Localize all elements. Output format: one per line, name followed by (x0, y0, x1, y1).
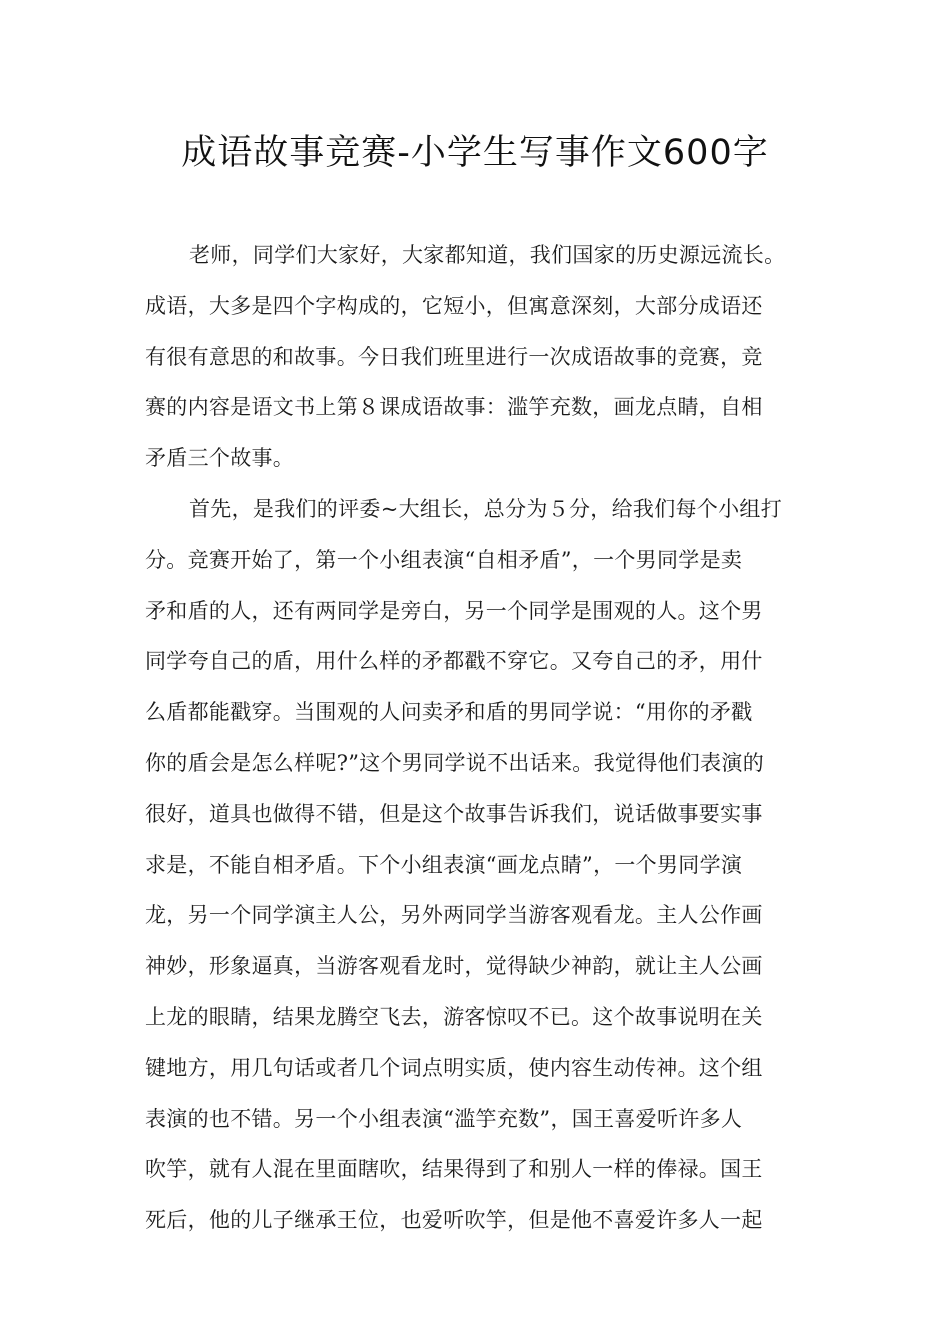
paragraph-2-line-7: 很好，道具也做得不错，但是这个故事告诉我们，说话做事要实事 (145, 801, 763, 826)
paragraph-1-line-5: 矛盾三个故事。 (145, 446, 295, 471)
paragraph-2-line-3: 矛和盾的人，还有两同学是旁白，另一个同学是围观的人。这个男 (145, 598, 763, 623)
paragraph-1-line-2: 成语，大多是四个字构成的，它短小，但寓意深刻，大部分成语还 (145, 293, 763, 318)
paragraph-2-line-4: 同学夸自己的盾，用什么样的矛都戳不穿它。又夸自己的矛，用什 (145, 649, 763, 674)
paragraph-2-line-8: 求是，不能自相矛盾。下个小组表演“画龙点睛”，一个男同学演 (145, 852, 743, 877)
document-title: 成语故事竞赛-小学生写事作文600字 (181, 133, 769, 173)
paragraph-2-line-6: 你的盾会是怎么样呢?”这个男同学说不出话来。我觉得他们表演的 (145, 750, 764, 775)
paragraph-2-line-2: 分。竞赛开始了，第一个小组表演“自相矛盾”，一个男同学是卖 (145, 547, 743, 572)
paragraph-2-line-10: 神妙，形象逼真，当游客观看龙时，觉得缺少神韵，就让主人公画 (145, 954, 763, 979)
paragraph-2-line-15: 死后，他的儿子继承王位，也爱听吹竽，但是他不喜爱许多人一起 (145, 1208, 763, 1233)
paragraph-2-line-5: 么盾都能戳穿。当围观的人问卖矛和盾的男同学说：“用你的矛戳 (145, 700, 753, 725)
paragraph-2-line-12: 键地方，用几句话或者几个词点明实质，使内容生动传神。这个组 (145, 1055, 763, 1080)
document-body (145, 230, 825, 1246)
paragraph-2-line-1: 首先，是我们的评委~大组长，总分为５分，给我们每个小组打 (189, 496, 782, 521)
paragraph-2-line-9: 龙，另一个同学演主人公，另外两同学当游客观看龙。主人公作画 (145, 903, 763, 928)
paragraph-2-line-11: 上龙的眼睛，结果龙腾空飞去，游客惊叹不已。这个故事说明在关 (145, 1004, 763, 1029)
paragraph-1-line-4: 赛的内容是语文书上第８课成语故事：滥竽充数，画龙点睛，自相 (145, 395, 763, 420)
paragraph-1-line-3: 有很有意思的和故事。今日我们班里进行一次成语故事的竞赛，竞 (145, 344, 763, 369)
paragraph-2-line-13: 表演的也不错。另一个小组表演“滥竽充数”，国王喜爱听许多人 (145, 1106, 743, 1131)
paragraph-1-line-1: 老师，同学们大家好，大家都知道，我们国家的历史源远流长。 (189, 243, 786, 267)
paragraph-2-line-14: 吹竽，就有人混在里面瞎吹，结果得到了和别人一样的俸禄。国王 (145, 1157, 763, 1182)
